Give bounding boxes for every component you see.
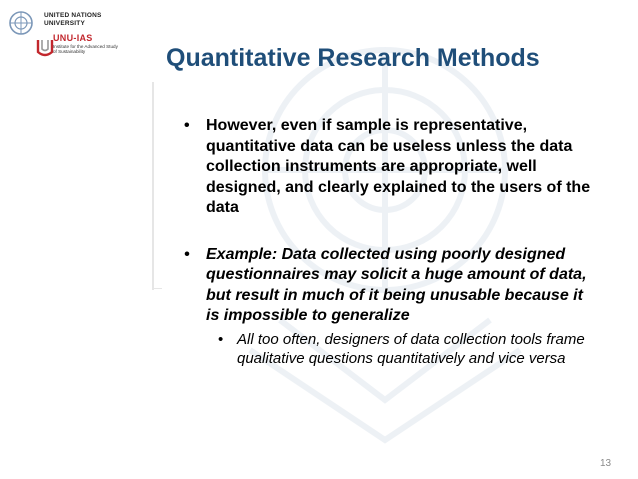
page-number: 13 — [600, 458, 612, 469]
bullet-item — [180, 245, 600, 327]
unu-mark-icon — [36, 36, 54, 58]
org-line1: UNITED NATIONS — [44, 12, 102, 19]
sub-bullet-text: All too often, designers of data collection tools frame qualitative questions quantitatively and vice versa — [237, 330, 585, 367]
bullet-marker: • — [184, 245, 190, 263]
organization-name — [44, 12, 102, 27]
institute-line1: Institute for the Advanced Study — [53, 44, 118, 49]
bullet-marker: • — [184, 117, 190, 134]
sub-bullet-item — [218, 330, 600, 368]
bullet-list — [180, 116, 600, 368]
content-frame-line — [152, 82, 154, 290]
un-emblem-icon — [8, 10, 34, 36]
unu-ias-logo — [8, 10, 158, 66]
org-line2: UNIVERSITY — [44, 19, 86, 27]
institute-name — [53, 44, 133, 55]
bullet-text: However, even if sample is representative, quantitative data can be useless unless the data collection instruments are appropriate, well designed, and clearly explained to the users of the data — [206, 117, 591, 216]
bullet-item — [180, 116, 600, 219]
sub-bullet-marker: • — [218, 330, 224, 348]
content-frame-line — [152, 288, 162, 289]
bullet-text: Example: Data collected using poorly designed questionnaires may solicit a huge amount of data, but result in much of it being unusable because it is impossible to generalize — [206, 245, 587, 324]
institute-line2: of Sustainability — [53, 49, 86, 55]
slide-title: Quantitative Research Methods — [166, 44, 540, 72]
unu-ias-label: UNU-IAS — [53, 33, 93, 43]
